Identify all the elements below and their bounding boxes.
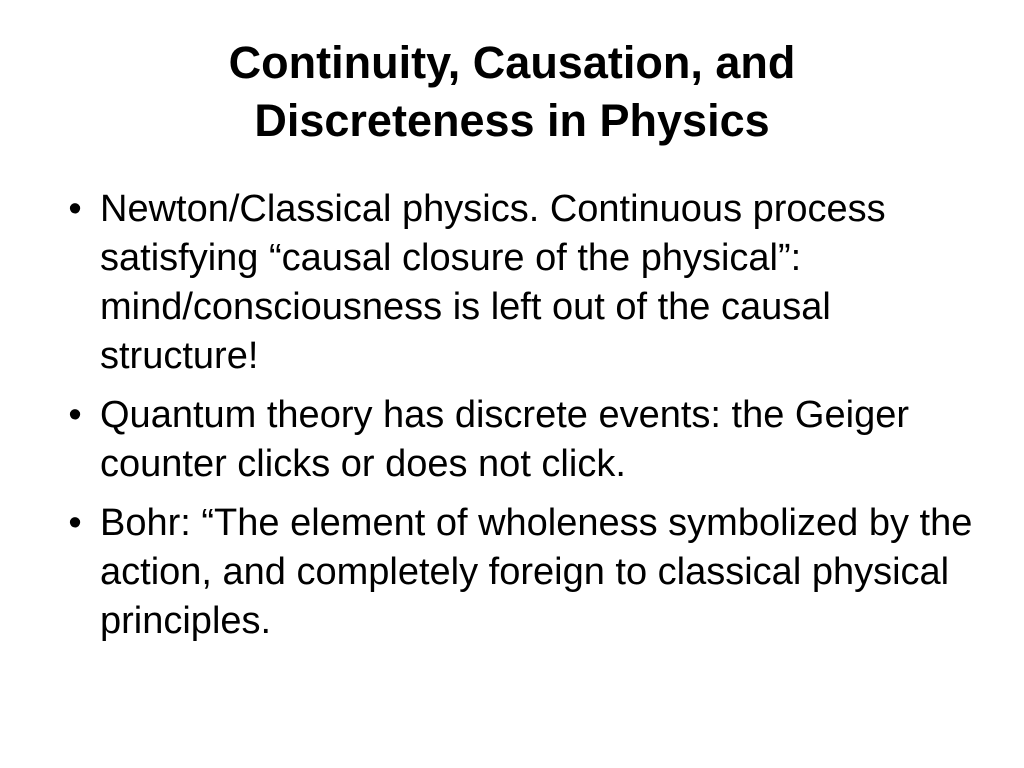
bullet-dot-icon: • bbox=[68, 502, 82, 544]
title-line-2: Discreteness in Physics bbox=[254, 95, 770, 146]
bullet-item-newton bbox=[60, 185, 980, 381]
bullet-item-bohr bbox=[60, 499, 980, 646]
bullet-dot-icon: • bbox=[68, 188, 82, 230]
bullet-item-quantum bbox=[60, 391, 980, 489]
bullet-text-quantum: Quantum theory has discrete events: the Geiger counter clicks or does not click. bbox=[100, 394, 909, 485]
title-line-1: Continuity, Causation, and bbox=[228, 37, 796, 88]
slide-title bbox=[60, 34, 964, 150]
bullet-list bbox=[60, 185, 980, 656]
bullet-dot-icon: • bbox=[68, 394, 82, 436]
bullet-text-newton: Newton/Classical physics. Continuous process satisfying “causal closure of the physical”: mind/consciousness is left out of the causal structure! bbox=[100, 188, 886, 377]
bullet-text-bohr: Bohr: “The element of wholeness symbolized by the action, and completely foreign to classical physical principles. bbox=[100, 502, 973, 642]
